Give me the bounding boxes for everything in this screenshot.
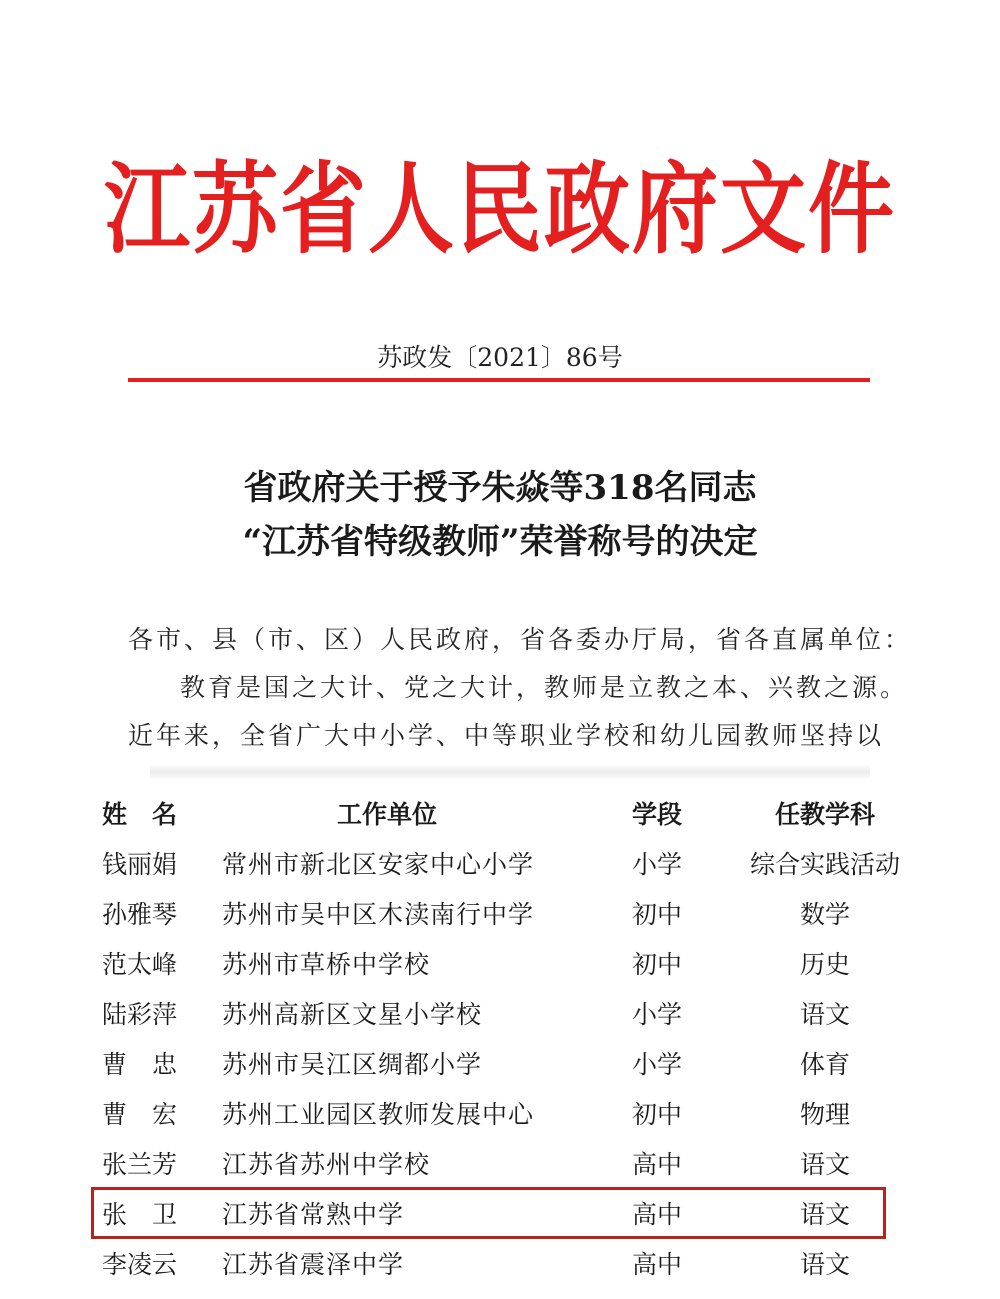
row-subject: 数学	[799, 900, 850, 929]
row-subject: 综合实践活动	[749, 850, 900, 879]
row-subject: 历史	[799, 950, 850, 979]
row-unit: 苏州工业园区教师发展中心	[222, 1100, 535, 1129]
highlight-box	[91, 1187, 886, 1239]
table-row	[0, 895, 1000, 939]
document-title-line-2: “江苏省特级教师”荣誉称号的决定	[242, 522, 758, 562]
table-header	[0, 795, 1000, 839]
row-subject: 语文	[799, 1250, 850, 1279]
row-subject: 语文	[799, 1200, 850, 1229]
row-unit: 苏州市吴中区木渎南行中学	[222, 900, 535, 929]
row-stage: 初中	[632, 950, 683, 979]
row-stage: 初中	[632, 900, 683, 929]
row-stage: 初中	[632, 1100, 683, 1129]
row-name: 曹 宏	[102, 1100, 178, 1129]
header-name: 姓 名	[102, 800, 178, 829]
table-row	[0, 1095, 1000, 1139]
faded-text-line	[150, 764, 870, 780]
row-unit: 江苏省常熟中学	[222, 1200, 405, 1229]
document-masthead: 江苏省人民政府文件	[104, 152, 896, 268]
header-subject: 任教学科	[774, 800, 875, 829]
row-name: 钱丽娟	[102, 850, 178, 879]
table-row	[0, 1145, 1000, 1189]
table-row	[0, 1245, 1000, 1289]
row-stage: 小学	[632, 1050, 683, 1079]
header-unit: 工作单位	[336, 800, 437, 829]
body-paragraph-2: 近年来，全省广大中小学、中等职业学校和幼儿园教师坚持以	[128, 721, 885, 750]
row-name: 曹 忠	[102, 1050, 178, 1079]
row-subject: 体育	[799, 1050, 850, 1079]
row-name: 张 卫	[102, 1200, 178, 1229]
row-unit: 常州市新北区安家中心小学	[222, 850, 535, 879]
table-row	[0, 995, 1000, 1039]
row-stage: 高中	[632, 1150, 683, 1179]
row-name: 张兰芳	[102, 1150, 178, 1179]
body-paragraph-1: 教育是国之大计、党之大计，教师是立教之本、兴教之源。	[180, 673, 909, 702]
table-row	[0, 1045, 1000, 1089]
table-row	[0, 945, 1000, 989]
salutation: 各市、县（市、区）人民政府，省各委办厅局，省各直属单位：	[128, 625, 913, 654]
row-stage: 高中	[632, 1250, 683, 1279]
row-name: 孙雅琴	[102, 900, 178, 929]
table-row	[0, 845, 1000, 889]
row-unit: 苏州市草桥中学校	[222, 950, 431, 979]
red-divider-line	[128, 378, 870, 382]
row-subject: 物理	[799, 1100, 850, 1129]
row-unit: 江苏省苏州中学校	[222, 1150, 431, 1179]
row-name: 范太峰	[102, 950, 178, 979]
row-unit: 苏州高新区文星小学校	[222, 1000, 483, 1029]
row-name: 陆彩萍	[102, 1000, 178, 1029]
document-title-line-1: 省政府关于授予朱焱等318名同志	[243, 468, 757, 508]
row-name: 李凌云	[102, 1250, 178, 1279]
row-unit: 苏州市吴江区绸都小学	[222, 1050, 483, 1079]
row-stage: 小学	[632, 850, 683, 879]
row-unit: 江苏省震泽中学	[222, 1250, 405, 1279]
document-number: 苏政发〔2021〕86号	[377, 343, 623, 372]
row-subject: 语文	[799, 1150, 850, 1179]
row-stage: 小学	[632, 1000, 683, 1029]
row-stage: 高中	[632, 1200, 683, 1229]
header-stage: 学段	[632, 800, 683, 829]
row-subject: 语文	[799, 1000, 850, 1029]
